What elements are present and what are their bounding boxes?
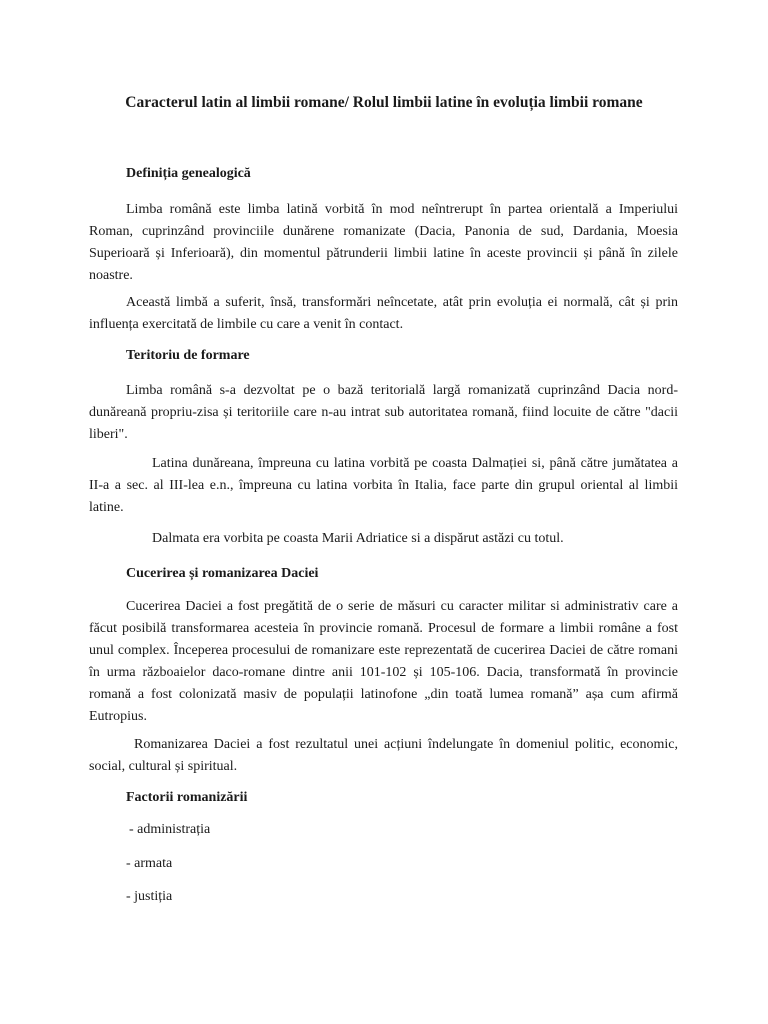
section-heading-factorii: Factorii romanizării [126,790,248,805]
paragraph: Cucerirea Daciei a fost pregătită de o serie de măsuri cu caracter militar si administrativ care a făcut posibilă transformarea acesteia în provincie romană. Procesul de formare a limbii române a fost unul complex. Începerea procesului de romanizare este reprezentată de cucerirea Daciei de către romani în urma războaielor daco-romane dintre anii 101-102 și 105-106. Dacia, transformată în provincie romană a fost colonizată masiv de populații latinofone „din toată lumea romană” așa cum afirmă Eutropius. [89,599,678,724]
page-title: Caracterul latin al limbii romane/ Rolul limbii latine în evoluția limbii romane [125,94,643,111]
paragraph: Limba română este limba latină vorbită în mod neîntrerupt în partea orientală a Imperiului Roman, cuprinzând provinciile dunărene romanizate (Dacia, Panonia de sud, Dardania, Moesia Superioară și Inferioară), din momentul pătrunderii limbii latine în aceste provincii și până în zilele noastre. [89,202,678,283]
paragraph: Latina dunăreana, împreuna cu latina vorbită pe coasta Dalmației si, până către jumătatea a II-a a sec. al III-lea e.n., împreuna cu latina vorbita în Italia, face parte din grupul oriental al limbii latine. [89,456,678,515]
paragraph: Această limbă a suferit, însă, transformări neîncetate, atât prin evoluția ei normală, cât și prin influența exercitată de limbile cu care a venit în contact. [89,295,678,332]
paragraph: Dalmata era vorbita pe coasta Marii Adriatice si a dispărut astăzi cu totul. [152,531,564,546]
paragraph: Romanizarea Daciei a fost rezultatul unei acțiuni îndelungate în domeniul politic, economic, social, cultural și spiritual. [89,737,678,774]
section-heading-teritoriu: Teritoriu de formare [126,348,250,363]
section-heading-cucerirea: Cucerirea și romanizarea Daciei [126,566,319,581]
section-heading-definitia: Definiția genealogică [126,166,251,181]
list-item: - justiția [126,889,173,904]
paragraph: Limba română s-a dezvoltat pe o bază teritorială largă romanizată cuprinzând Dacia nord-dunăreană propriu-zisa și teritoriile care n-au intrat sub autoritatea romană, fiind locuite de către "dacii liberi". [89,383,678,442]
list-item: - armata [126,856,173,871]
list-item: - administrația [129,822,211,837]
